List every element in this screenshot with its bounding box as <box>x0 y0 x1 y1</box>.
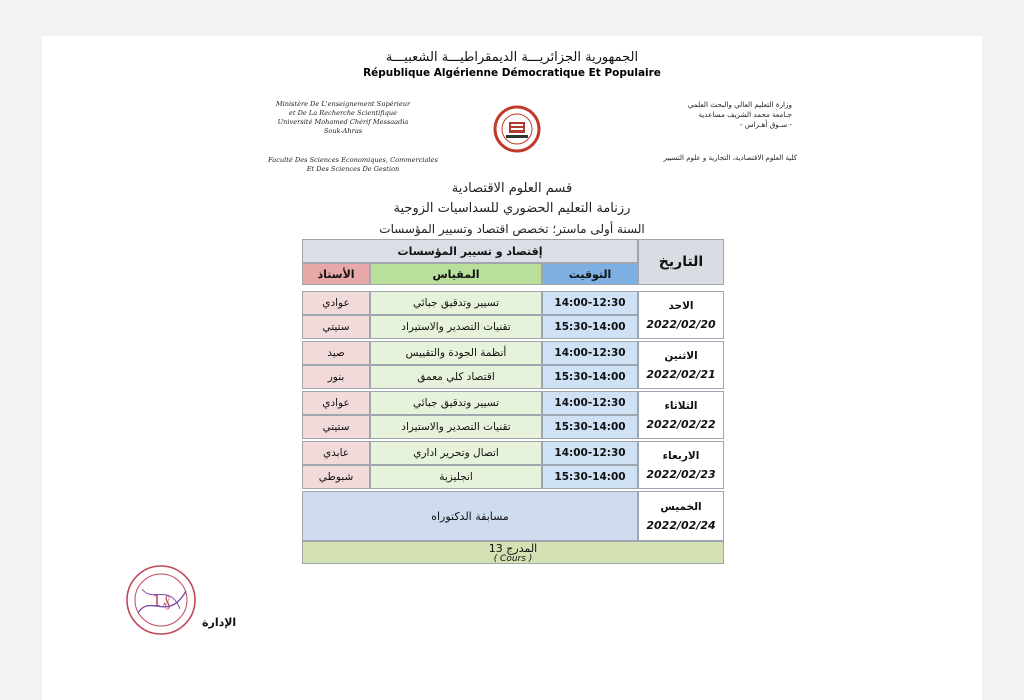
teacher-column-header: الأستاذ <box>302 263 370 285</box>
time-cell: 15:30-14:00 <box>542 415 638 439</box>
ministry-block-arabic <box>602 100 792 130</box>
teacher-cell: عوادي <box>302 291 370 315</box>
day-date-cell <box>638 291 724 339</box>
module-column-header: المقياس <box>370 263 542 285</box>
day-date-cell <box>638 491 724 541</box>
day-date-cell <box>638 341 724 389</box>
day-name: الخميس <box>660 500 702 513</box>
day-name: الاثنين <box>664 349 698 362</box>
ministry-line: et De La Recherche Scientifique <box>288 109 398 117</box>
university-logo <box>492 104 542 154</box>
ministry-block-french <box>238 100 448 136</box>
teacher-cell: صيد <box>302 341 370 365</box>
day-date: 2022/02/22 <box>646 417 716 431</box>
teacher-cell: ستيتي <box>302 315 370 339</box>
course-type-note: ( Cours ) <box>493 553 533 564</box>
faculty-line: Faculté Des Sciences Economiques, Commerciales <box>268 156 438 164</box>
republic-title-arabic: الجمهورية الجزائريـــة الديمقراطيـــة الشعبيـــة <box>385 50 639 65</box>
day-name: الثلاثاء <box>664 399 698 412</box>
schedule-title: رزنامة التعليم الحضوري للسداسيات الزوجية <box>393 201 631 216</box>
official-stamp <box>124 563 198 637</box>
department-title: قسم العلوم الاقتصادية <box>451 181 573 196</box>
republic-title-french: République Algérienne Démocratique Et Populaire <box>363 67 661 79</box>
level-title: السنة أولى ماستر؛ تخصص اقتصاد وتسيير المؤسسات <box>379 222 645 236</box>
city-line: Souk-Ahras <box>323 127 363 135</box>
day-name: الاربعاء <box>662 449 700 462</box>
svg-text:1₰: 1₰ <box>151 591 171 610</box>
document-page <box>42 36 982 700</box>
day-date: 2022/02/20 <box>646 317 716 331</box>
day-date-cell <box>638 391 724 439</box>
time-cell: 14:00-12:30 <box>542 291 638 315</box>
module-cell: اقتصاد كلي معمق <box>370 365 542 389</box>
teacher-cell: بنور <box>302 365 370 389</box>
time-cell: 15:30-14:00 <box>542 315 638 339</box>
day-date-cell <box>638 441 724 489</box>
teacher-cell: ستيتي <box>302 415 370 439</box>
administration-label: الإدارة <box>202 616 237 629</box>
faculty-line: Et Des Sciences De Gestion <box>306 165 400 173</box>
timetable <box>302 239 724 564</box>
doctorate-exam-cell: مسابقة الدكتوراه <box>302 491 638 541</box>
teacher-cell: عوادي <box>302 391 370 415</box>
faculty-block-french <box>238 156 468 174</box>
lecture-hall-row <box>302 541 724 564</box>
module-cell: انجليزية <box>370 465 542 489</box>
date-column-header: التاريخ <box>638 239 724 285</box>
module-cell: اتصال وتحرير اداري <box>370 441 542 465</box>
faculty-line-arabic: كلية العلوم الاقتصادية، التجارية و علوم التسيير <box>663 154 797 162</box>
module-cell: تقنيات التصدير والاستيراد <box>370 415 542 439</box>
day-date: 2022/02/23 <box>646 467 716 481</box>
ministry-line: Ministère De L'enseignement Supérieur <box>275 100 411 108</box>
module-cell: تسيير وتدقيق جبائي <box>370 391 542 415</box>
specialty-header: إقتصاد و تسيير المؤسسات <box>302 239 638 263</box>
module-cell: تسيير وتدقيق جبائي <box>370 291 542 315</box>
city-line: - سـوق أهـراس - <box>739 120 792 129</box>
time-cell: 14:00-12:30 <box>542 441 638 465</box>
time-cell: 14:00-12:30 <box>542 391 638 415</box>
university-line: Université Mohamed Chérif Messaadia <box>277 118 409 126</box>
teacher-cell: عابدي <box>302 441 370 465</box>
day-date: 2022/02/21 <box>646 367 716 381</box>
module-cell: تقنيات التصدير والاستيراد <box>370 315 542 339</box>
time-cell: 15:30-14:00 <box>542 465 638 489</box>
module-cell: أنظمة الجودة والتقييس <box>370 341 542 365</box>
day-name: الاحد <box>668 299 694 312</box>
time-cell: 14:00-12:30 <box>542 341 638 365</box>
time-cell: 15:30-14:00 <box>542 365 638 389</box>
day-date: 2022/02/24 <box>646 518 716 532</box>
teacher-cell: شبوطي <box>302 465 370 489</box>
university-line: جـامعة محمد الشريف مساعدية <box>698 110 792 119</box>
time-column-header: التوقيت <box>542 263 638 285</box>
ministry-line: وزارة التعليم العالي والبحث العلمي <box>687 100 792 109</box>
lecture-hall: المدرج 13 <box>488 541 538 555</box>
